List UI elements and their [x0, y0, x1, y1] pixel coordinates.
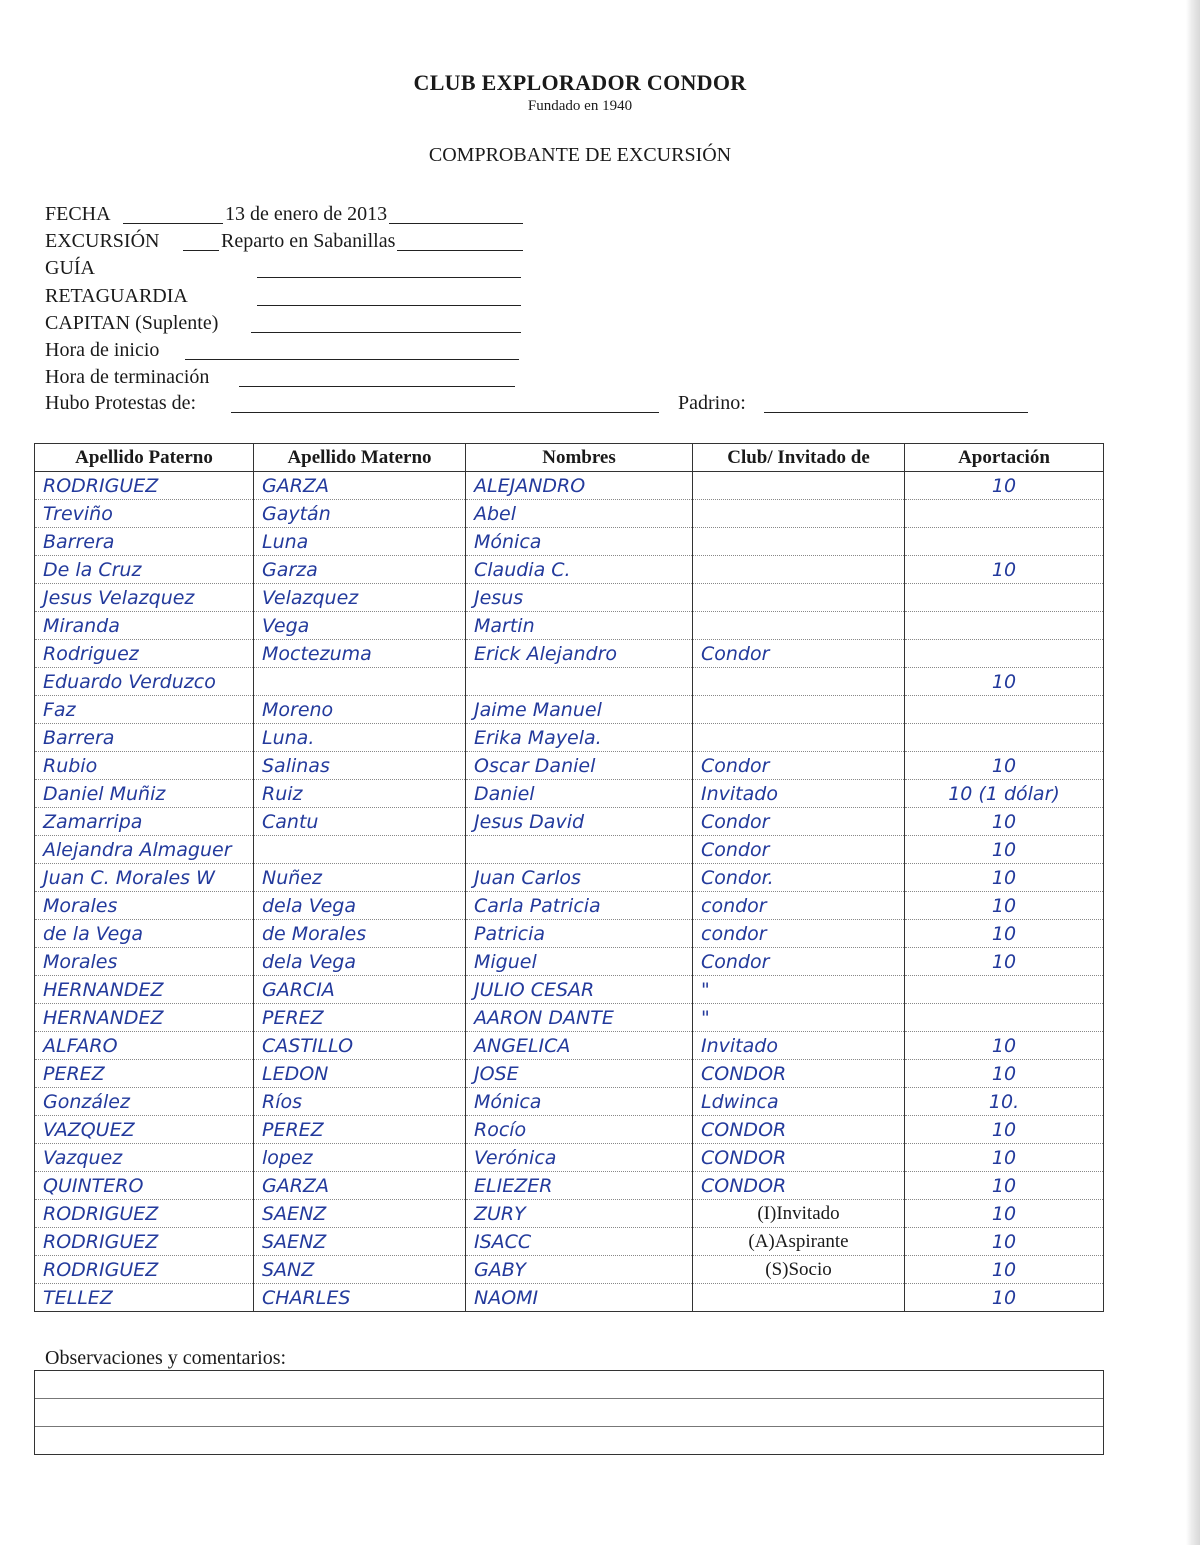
cell-apellido-paterno: RODRIGUEZ	[35, 472, 254, 500]
legend-item: (I)Invitado	[693, 1200, 905, 1228]
cell-aportacion: 10	[905, 892, 1104, 920]
cell-nombres: ALEJANDRO	[466, 472, 693, 500]
cell-apellido-paterno: De la Cruz	[35, 556, 254, 584]
cell-club: Condor	[693, 808, 905, 836]
cell-aportacion: 10	[905, 1032, 1104, 1060]
cell-club	[693, 724, 905, 752]
hora-inicio-field	[45, 336, 525, 362]
cell-aportacion	[905, 696, 1104, 724]
table-row	[35, 752, 1104, 780]
cell-club: Condor	[693, 640, 905, 668]
document-title: COMPROBANTE DE EXCURSIÓN	[428, 144, 732, 166]
table-row	[35, 836, 1104, 864]
cell-apellido-paterno: Rubio	[35, 752, 254, 780]
cell-apellido-materno: dela Vega	[254, 948, 466, 976]
capitan-line	[251, 332, 521, 333]
table-row	[35, 724, 1104, 752]
cell-apellido-materno: PEREZ	[254, 1004, 466, 1032]
cell-apellido-paterno: Morales	[35, 892, 254, 920]
cell-club	[693, 1284, 905, 1312]
cell-nombres: Miguel	[466, 948, 693, 976]
cell-club: Condor	[693, 948, 905, 976]
cell-nombres: Claudia C.	[466, 556, 693, 584]
cell-aportacion: 10	[905, 668, 1104, 696]
table-row	[35, 472, 1104, 500]
observaciones-line	[35, 1427, 1103, 1454]
cell-apellido-materno: lopez	[254, 1144, 466, 1172]
table-row	[35, 1116, 1104, 1144]
table-row	[35, 1004, 1104, 1032]
cell-apellido-materno: Luna.	[254, 724, 466, 752]
protestas-field	[45, 389, 665, 415]
cell-apellido-paterno: VAZQUEZ	[35, 1116, 254, 1144]
cell-aportacion	[905, 500, 1104, 528]
table-row	[35, 808, 1104, 836]
cell-apellido-materno	[254, 836, 466, 864]
cell-apellido-materno: de Morales	[254, 920, 466, 948]
cell-apellido-paterno: Alejandra Almaguer	[35, 836, 254, 864]
table-row	[35, 1284, 1104, 1312]
cell-apellido-materno: Velazquez	[254, 584, 466, 612]
cell-nombres: Jaime Manuel	[466, 696, 693, 724]
hora-terminacion-field	[45, 363, 525, 389]
cell-aportacion: 10 (1 dólar)	[905, 780, 1104, 808]
cell-nombres: Daniel	[466, 780, 693, 808]
cell-apellido-paterno: ALFARO	[35, 1032, 254, 1060]
cell-apellido-paterno: HERNANDEZ	[35, 976, 254, 1004]
guia-line	[257, 277, 521, 278]
cell-aportacion: 10	[905, 920, 1104, 948]
cell-apellido-paterno: Barrera	[35, 724, 254, 752]
cell-aportacion: 10	[905, 752, 1104, 780]
cell-nombres: GABY	[466, 1256, 693, 1284]
fecha-label: FECHA	[45, 203, 111, 225]
cell-apellido-paterno: RODRIGUEZ	[35, 1200, 254, 1228]
table-row	[35, 1256, 1104, 1284]
hora-terminacion-line	[239, 386, 515, 387]
cell-apellido-paterno: Vazquez	[35, 1144, 254, 1172]
cell-nombres: NAOMI	[466, 1284, 693, 1312]
cell-apellido-materno: CHARLES	[254, 1284, 466, 1312]
cell-apellido-materno: Garza	[254, 556, 466, 584]
cell-nombres: Martin	[466, 612, 693, 640]
cell-nombres: Carla Patricia	[466, 892, 693, 920]
cell-aportacion	[905, 640, 1104, 668]
table-header-row	[35, 444, 1104, 472]
cell-nombres	[466, 668, 693, 696]
cell-nombres: JULIO CESAR	[466, 976, 693, 1004]
cell-nombres: ZURY	[466, 1200, 693, 1228]
cell-nombres: JOSE	[466, 1060, 693, 1088]
cell-apellido-materno: Moctezuma	[254, 640, 466, 668]
protestas-label: Hubo Protestas de:	[45, 392, 197, 414]
cell-aportacion: 10	[905, 1172, 1104, 1200]
padrino-label: Padrino:	[678, 392, 746, 414]
table-row	[35, 696, 1104, 724]
cell-aportacion: 10	[905, 1200, 1104, 1228]
table-row	[35, 948, 1104, 976]
capitan-label: CAPITAN (Suplente)	[45, 312, 219, 334]
cell-apellido-materno	[254, 668, 466, 696]
header-nombres: Nombres	[466, 444, 693, 472]
cell-apellido-materno: Cantu	[254, 808, 466, 836]
cell-apellido-materno: Ruiz	[254, 780, 466, 808]
capitan-field	[45, 309, 525, 335]
cell-apellido-paterno: Treviño	[35, 500, 254, 528]
cell-aportacion	[905, 976, 1104, 1004]
cell-apellido-materno: Luna	[254, 528, 466, 556]
cell-nombres: AARON DANTE	[466, 1004, 693, 1032]
cell-nombres: Erika Mayela.	[466, 724, 693, 752]
excursion-field	[45, 227, 525, 253]
cell-nombres: Abel	[466, 500, 693, 528]
cell-aportacion: 10	[905, 1228, 1104, 1256]
cell-aportacion: 10	[905, 472, 1104, 500]
cell-aportacion: 10	[905, 836, 1104, 864]
cell-club: "	[693, 1004, 905, 1032]
cell-apellido-paterno: Jesus Velazquez	[35, 584, 254, 612]
table-row	[35, 556, 1104, 584]
padrino-line	[764, 412, 1028, 413]
document-header	[0, 70, 1160, 115]
cell-aportacion: 10	[905, 864, 1104, 892]
scan-page-edge	[1186, 0, 1200, 1545]
header-club-invitado: Club/ Invitado de	[693, 444, 905, 472]
cell-aportacion: 10	[905, 1116, 1104, 1144]
cell-club: Ldwinca	[693, 1088, 905, 1116]
cell-apellido-paterno: RODRIGUEZ	[35, 1228, 254, 1256]
cell-club: "	[693, 976, 905, 1004]
protestas-line	[231, 412, 659, 413]
cell-apellido-materno: Nuñez	[254, 864, 466, 892]
table-row	[35, 780, 1104, 808]
cell-club: Condor	[693, 836, 905, 864]
table-row	[35, 612, 1104, 640]
cell-aportacion: 10.	[905, 1088, 1104, 1116]
cell-apellido-paterno: PEREZ	[35, 1060, 254, 1088]
cell-nombres: Patricia	[466, 920, 693, 948]
cell-apellido-materno: GARCIA	[254, 976, 466, 1004]
cell-apellido-materno: SANZ	[254, 1256, 466, 1284]
cell-club	[693, 528, 905, 556]
observaciones-line	[35, 1399, 1103, 1427]
cell-apellido-paterno: Barrera	[35, 528, 254, 556]
cell-apellido-materno: dela Vega	[254, 892, 466, 920]
header-aportacion: Aportación	[905, 444, 1104, 472]
cell-aportacion: 10	[905, 1256, 1104, 1284]
cell-apellido-materno: SAENZ	[254, 1228, 466, 1256]
table-row	[35, 1172, 1104, 1200]
table-row	[35, 1088, 1104, 1116]
padrino-field	[678, 389, 1038, 415]
cell-apellido-paterno: Faz	[35, 696, 254, 724]
cell-apellido-materno: Gaytán	[254, 500, 466, 528]
table-row	[35, 640, 1104, 668]
header-apellido-materno: Apellido Materno	[254, 444, 466, 472]
roster-body	[35, 472, 1104, 1312]
cell-club	[693, 696, 905, 724]
retaguardia-line	[257, 305, 521, 306]
table-row	[35, 976, 1104, 1004]
cell-aportacion	[905, 612, 1104, 640]
cell-club: CONDOR	[693, 1060, 905, 1088]
cell-apellido-paterno: Miranda	[35, 612, 254, 640]
excursion-label: EXCURSIÓN	[45, 230, 160, 252]
cell-apellido-paterno: Rodriguez	[35, 640, 254, 668]
cell-apellido-materno: PEREZ	[254, 1116, 466, 1144]
table-row	[35, 864, 1104, 892]
guia-label: GUÍA	[45, 257, 95, 279]
table-row	[35, 668, 1104, 696]
cell-club: Condor	[693, 752, 905, 780]
observaciones-label: Observaciones y comentarios:	[45, 1347, 287, 1369]
legend-item: (S)Socio	[693, 1256, 905, 1284]
cell-club: Invitado	[693, 780, 905, 808]
cell-club	[693, 612, 905, 640]
table-row	[35, 1228, 1104, 1256]
cell-nombres: Rocío	[466, 1116, 693, 1144]
cell-club: Invitado	[693, 1032, 905, 1060]
cell-apellido-paterno: HERNANDEZ	[35, 1004, 254, 1032]
table-row	[35, 500, 1104, 528]
cell-aportacion: 10	[905, 808, 1104, 836]
cell-apellido-paterno: Juan C. Morales W	[35, 864, 254, 892]
cell-nombres: Mónica	[466, 528, 693, 556]
cell-club: Condor.	[693, 864, 905, 892]
table-row	[35, 584, 1104, 612]
table-row	[35, 1144, 1104, 1172]
cell-nombres: Jesus David	[466, 808, 693, 836]
cell-apellido-materno: GARZA	[254, 1172, 466, 1200]
roster-table	[34, 443, 1104, 1312]
hora-inicio-label: Hora de inicio	[45, 339, 160, 361]
cell-aportacion: 10	[905, 1284, 1104, 1312]
table-row	[35, 892, 1104, 920]
table-row	[35, 528, 1104, 556]
hora-terminacion-label: Hora de terminación	[45, 366, 210, 388]
table-row	[35, 1060, 1104, 1088]
table-row	[35, 1032, 1104, 1060]
cell-apellido-materno: SAENZ	[254, 1200, 466, 1228]
cell-apellido-paterno: Morales	[35, 948, 254, 976]
cell-club: condor	[693, 892, 905, 920]
cell-nombres: Oscar Daniel	[466, 752, 693, 780]
cell-apellido-paterno: TELLEZ	[35, 1284, 254, 1312]
cell-apellido-materno: Salinas	[254, 752, 466, 780]
guia-field	[45, 254, 525, 280]
cell-apellido-materno: Moreno	[254, 696, 466, 724]
club-name: CLUB EXPLORADOR CONDOR	[413, 70, 747, 95]
cell-aportacion	[905, 528, 1104, 556]
cell-apellido-paterno: de la Vega	[35, 920, 254, 948]
fecha-value: 13 de enero de 2013	[225, 203, 388, 225]
cell-apellido-materno: LEDON	[254, 1060, 466, 1088]
founded-year: Fundado en 1940	[527, 98, 633, 114]
cell-apellido-materno: CASTILLO	[254, 1032, 466, 1060]
cell-apellido-materno: Ríos	[254, 1088, 466, 1116]
cell-club	[693, 556, 905, 584]
cell-nombres: Mónica	[466, 1088, 693, 1116]
fecha-field	[45, 200, 525, 226]
cell-nombres: Erick Alejandro	[466, 640, 693, 668]
hora-inicio-line	[185, 359, 519, 360]
observaciones-box	[34, 1370, 1104, 1455]
cell-apellido-paterno: QUINTERO	[35, 1172, 254, 1200]
cell-nombres: ISACC	[466, 1228, 693, 1256]
header-apellido-paterno: Apellido Paterno	[35, 444, 254, 472]
cell-apellido-materno: GARZA	[254, 472, 466, 500]
cell-nombres: ELIEZER	[466, 1172, 693, 1200]
cell-club: CONDOR	[693, 1144, 905, 1172]
cell-nombres: Jesus	[466, 584, 693, 612]
retaguardia-field	[45, 282, 525, 308]
excursion-value: Reparto en Sabanillas	[221, 230, 396, 252]
cell-club: condor	[693, 920, 905, 948]
cell-apellido-paterno: RODRIGUEZ	[35, 1256, 254, 1284]
cell-apellido-materno: Vega	[254, 612, 466, 640]
table-row	[35, 920, 1104, 948]
cell-apellido-paterno: Daniel Muñiz	[35, 780, 254, 808]
cell-aportacion	[905, 584, 1104, 612]
legend-item: (A)Aspirante	[693, 1228, 905, 1256]
cell-apellido-paterno: González	[35, 1088, 254, 1116]
cell-aportacion	[905, 1004, 1104, 1032]
cell-aportacion: 10	[905, 1144, 1104, 1172]
cell-club	[693, 472, 905, 500]
observaciones-line	[35, 1371, 1103, 1399]
cell-aportacion	[905, 724, 1104, 752]
cell-apellido-paterno: Eduardo Verduzco	[35, 668, 254, 696]
cell-apellido-paterno: Zamarripa	[35, 808, 254, 836]
cell-nombres: Juan Carlos	[466, 864, 693, 892]
retaguardia-label: RETAGUARDIA	[45, 285, 188, 307]
cell-nombres: Verónica	[466, 1144, 693, 1172]
cell-club	[693, 584, 905, 612]
cell-aportacion: 10	[905, 1060, 1104, 1088]
table-row	[35, 1200, 1104, 1228]
cell-aportacion: 10	[905, 948, 1104, 976]
cell-club	[693, 668, 905, 696]
cell-club: CONDOR	[693, 1116, 905, 1144]
cell-nombres: ANGELICA	[466, 1032, 693, 1060]
cell-aportacion: 10	[905, 556, 1104, 584]
cell-nombres	[466, 836, 693, 864]
cell-club	[693, 500, 905, 528]
cell-club: CONDOR	[693, 1172, 905, 1200]
